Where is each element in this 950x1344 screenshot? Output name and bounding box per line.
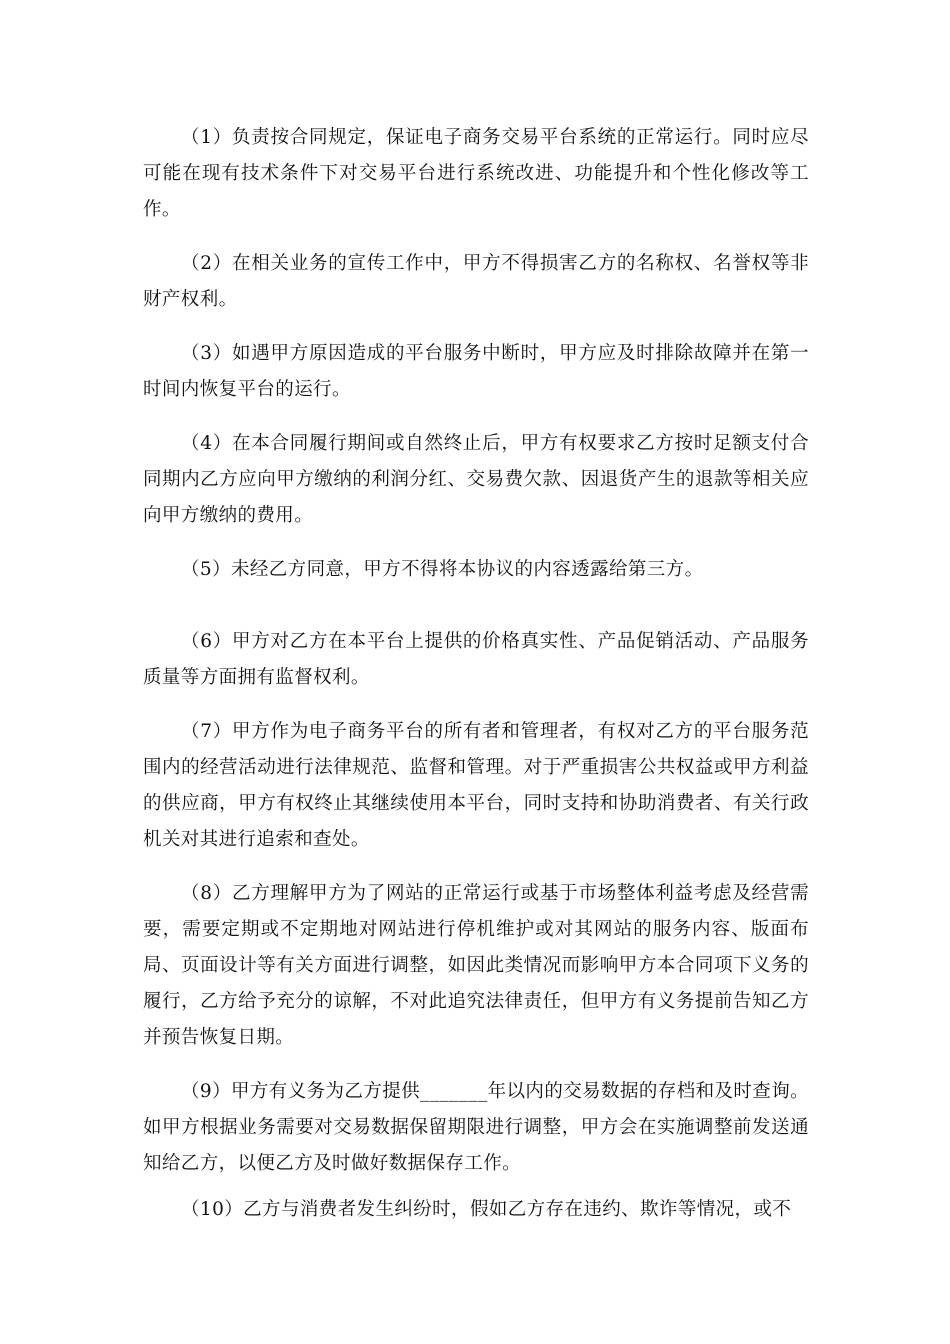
clause-10: （10）乙方与消费者发生纠纷时，假如乙方存在违约、欺诈等情况，或不 <box>181 1199 792 1220</box>
clause-3: （3）如遇甲方原因造成的平台服务中断时，甲方应及时排除故障并在第一时间内恢复平台的运行。 <box>143 343 809 400</box>
clause-7: （7）甲方作为电子商务平台的所有者和管理者，有权对乙方的平台服务范围内的经营活动进行法律规范、监督和管理。对于严重损害公共权益或甲方利益的供应商，甲方有权终止其继续使用本平台，同时支持和协助消费者、有关行政机关对其进行追索和查处。 <box>143 721 809 850</box>
clause-9: （9）甲方有义务为乙方提供_______年以内的交易数据的存档和及时查询。如甲方根据业务需要对交易数据保留期限进行调整，甲方会在实施调整前发送通知给乙方，以便乙方及时做好数据保存工作。 <box>143 1081 809 1174</box>
clause-1: （1）负责按合同规定，保证电子商务交易平台系统的正常运行。同时应尽可能在现有技术条件下对交易平台进行系统改进、功能提升和个性化修改等工作。 <box>143 127 809 220</box>
clause-6: （6）甲方对乙方在本平台上提供的价格真实性、产品促销活动、产品服务质量等方面拥有监督权利。 <box>143 631 809 688</box>
clause-4: （4）在本合同履行期间或自然终止后，甲方有权要求乙方按时足额支付合同期内乙方应向甲方缴纳的利润分红、交易费欠款、因退货产生的退款等相关应向甲方缴纳的费用。 <box>143 433 809 526</box>
clause-5: （5）未经乙方同意，甲方不得将本协议的内容透露给第三方。 <box>181 559 704 580</box>
clause-8: （8）乙方理解甲方为了网站的正常运行或基于市场整体利益考虑及经营需要，需要定期或不定期地对网站进行停机维护或对其网站的服务内容、版面布局、页面设计等有关方面进行调整，如因此类情况而影响甲方本合同项下义务的履行，乙方给予充分的谅解，不对此追究法律责任，但甲方有义务提前告知乙方并预告恢复日期。 <box>143 883 809 1048</box>
clause-2: （2）在相关业务的宣传工作中，甲方不得损害乙方的名称权、名誉权等非财产权利。 <box>143 253 809 310</box>
